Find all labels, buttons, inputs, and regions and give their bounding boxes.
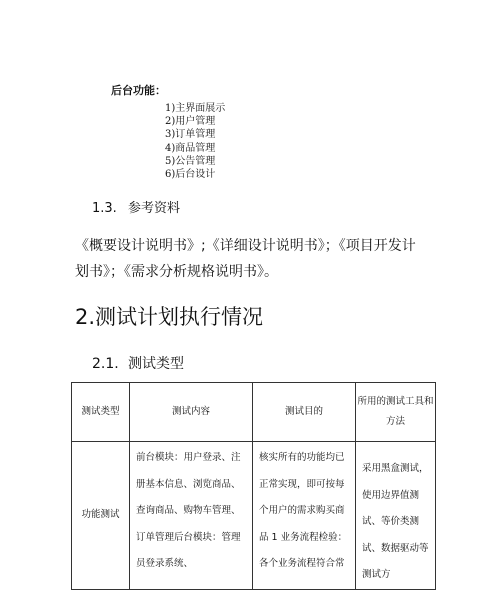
header-test-tools: 所用的测试工具和方法 <box>356 383 436 442</box>
section-title: 测试类型 <box>128 356 184 372</box>
header-test-purpose: 测试目的 <box>253 383 356 442</box>
test-type-table <box>71 382 436 590</box>
list-item: 4)商品管理 <box>165 142 216 154</box>
backend-functions-title: 后台功能： <box>111 84 166 97</box>
chapter-heading-2: 2.测试计划执行情况 <box>75 305 264 329</box>
cell-test-purpose: 核实所有的功能均已正常实现，即可按每个用户的需求购买商品 1 业务流程检验：各个业务流程符合常 <box>253 442 356 590</box>
section-number: 2.1. <box>92 356 119 372</box>
list-item: 1)主界面展示 <box>165 103 226 114</box>
list-item: 5)公告管理 <box>165 155 216 167</box>
cell-test-type: 功能测试 <box>72 442 130 590</box>
section-heading-1-3 <box>92 197 180 216</box>
cell-test-tools: 采用黑盒测试，使用边界值测试、等价类测试、数据驱动等测试方 <box>356 442 436 590</box>
cell-test-content: 前台模块：用户登录、注册基本信息、浏览商品、查询商品、购物车管理、订单管理后台模块：管理员登录系统、 <box>130 442 253 590</box>
header-test-type: 测试类型 <box>72 383 130 442</box>
section-heading-2-1 <box>92 353 184 373</box>
header-test-content: 测试内容 <box>130 383 253 442</box>
section-number: 1.3. <box>92 201 117 216</box>
list-item: 2)用户管理 <box>165 116 216 128</box>
list-item: 6)后台设计 <box>165 169 216 181</box>
section-title: 参考资料 <box>128 201 181 216</box>
references-paragraph: 《概要设计说明书》;《详细设计说明书》；《项目开发计划书》；《需求分析规格说明书》。 <box>75 238 416 280</box>
table-header-row <box>72 383 436 442</box>
table-row <box>72 442 436 590</box>
backend-function-list <box>165 102 225 181</box>
list-item: 3)订单管理 <box>165 129 216 141</box>
